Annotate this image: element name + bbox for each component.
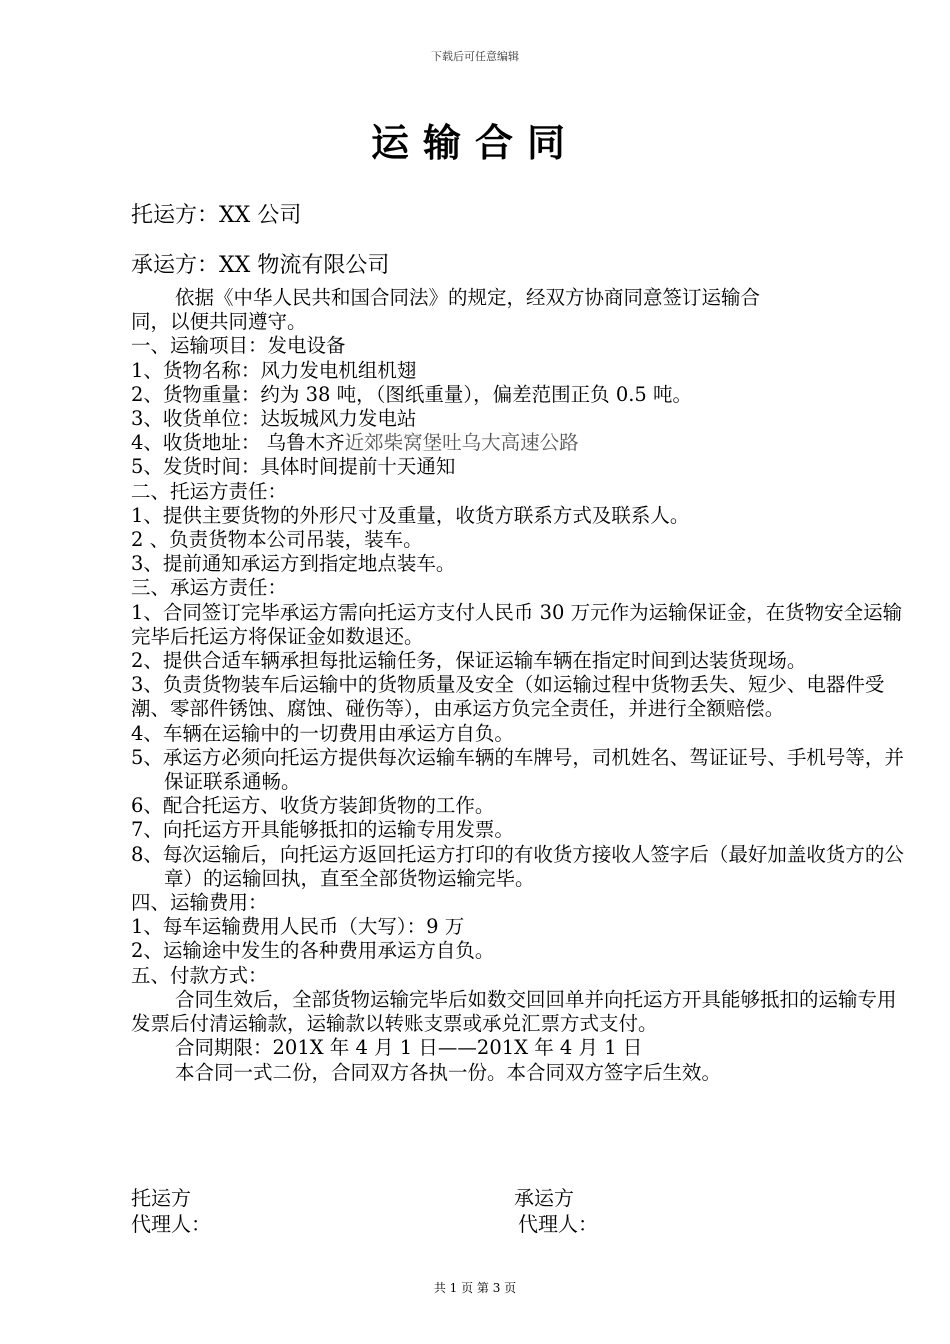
payment-paragraph: 合同生效后，全部货物运输完毕后如数交回回单并向托运方开具能够抵扣的运输专用发票后付清运输款，运输款以转账支票或承兑汇票方式支付。 [131,987,897,1036]
fee-item-2: 2、运输途中发生的各种费用承运方自负。 [131,939,495,963]
signature-carrier-label: 承运方 [514,1186,574,1210]
goods-weight: 2、货物重量：约为 38 吨，（图纸重量），偏差范围正负 0.5 吨。 [131,382,693,406]
carrier-duty-5: 5、承运方必须向托运方提供每次运输车辆的车牌号，司机姓名、驾证证号、手机号等，并保证联系通畅。 [131,745,904,794]
carrier-duty-6: 6、配合托运方、收货方装卸货物的工作。 [131,794,495,818]
shipping-time: 5、发货时间：具体时间提前十天通知 [131,455,456,479]
contract-copies: 本合同一式二份，合同双方各执一份。本合同双方签字后生效。 [175,1060,722,1084]
contract-body [131,286,906,1085]
receiving-unit: 3、收货单位：达坂城风力发电站 [131,407,417,431]
shipper-duty-2: 2 、负责货物本公司吊装，装车。 [131,528,423,552]
carrier-duty-1: 1、合同签订完毕承运方需向托运方支付人民币 30 万元作为运输保证金，在货物安全运输完毕后托运方将保证金如数退还。 [131,600,903,648]
shipper-duty-3: 3、提前通知承运方到指定地点装车。 [131,552,456,576]
signature-carrier-agent: 代理人： [518,1212,598,1236]
section-3-heading: 三、承运方责任： [131,576,288,600]
carrier-duty-4: 4、车辆在运输中的一切费用由承运方自负。 [131,721,514,745]
section-1-heading: 一、运输项目：发电设备 [131,334,346,358]
document-title: 运输合同 [370,120,579,165]
carrier-duty-3: 3、负责货物装车后运输中的货物质量及安全（如运输过程中货物丢失、短少、电器件受潮、零部件锈蚀、腐蚀、碰伤等），由承运方负完全责任，并进行全额赔偿。 [131,673,885,721]
section-2-heading: 二、托运方责任： [131,479,288,503]
shipper-duty-1: 1、提供主要货物的外形尺寸及重量，收货方联系方式及联系人。 [131,503,690,527]
contract-term: 合同期限：201X 年 4 月 1 日——201X 年 4 月 1 日 [175,1036,643,1060]
signature-shipper-agent: 代理人： [131,1212,211,1236]
carrier-party: 承运方：XX 物流有限公司 [131,253,390,278]
signature-shipper-label: 托运方 [131,1186,191,1210]
fee-item-1: 1、每车运输费用人民币（大写）：9 万 [131,915,465,939]
carrier-duty-7: 7、向托运方开具能够抵扣的运输专用发票。 [131,818,514,842]
goods-name: 1、货物名称：风力发电机组机翅 [131,358,417,382]
intro-paragraph: 依据《中华人民共和国合同法》的规定，经双方协商同意签订运输合同，以便共同遵守。 [131,286,761,334]
carrier-duty-2: 2、提供合适车辆承担每批运输任务，保证运输车辆在指定时间到达装货现场。 [131,649,807,673]
carrier-duty-8: 8、每次运输后，向托运方返回托运方打印的有收货方接收人签字后（最好加盖收货方的公章）的运输回执，直至全部货物运输完毕。 [131,842,904,890]
page-footer: 共 1 页 第 3 页 [433,1281,517,1295]
shipper-party: 托运方：XX 公司 [131,203,302,228]
receiving-address [131,431,906,455]
section-5-heading: 五、付款方式： [131,963,268,987]
header-note: 下载后可任意编辑 [431,50,519,63]
section-4-heading: 四、运输费用： [131,891,268,915]
address-label: 4、收货地址： 乌鲁木齐 [131,431,345,455]
address-value: 近郊柴窝堡吐乌大高速公路 [344,431,579,455]
